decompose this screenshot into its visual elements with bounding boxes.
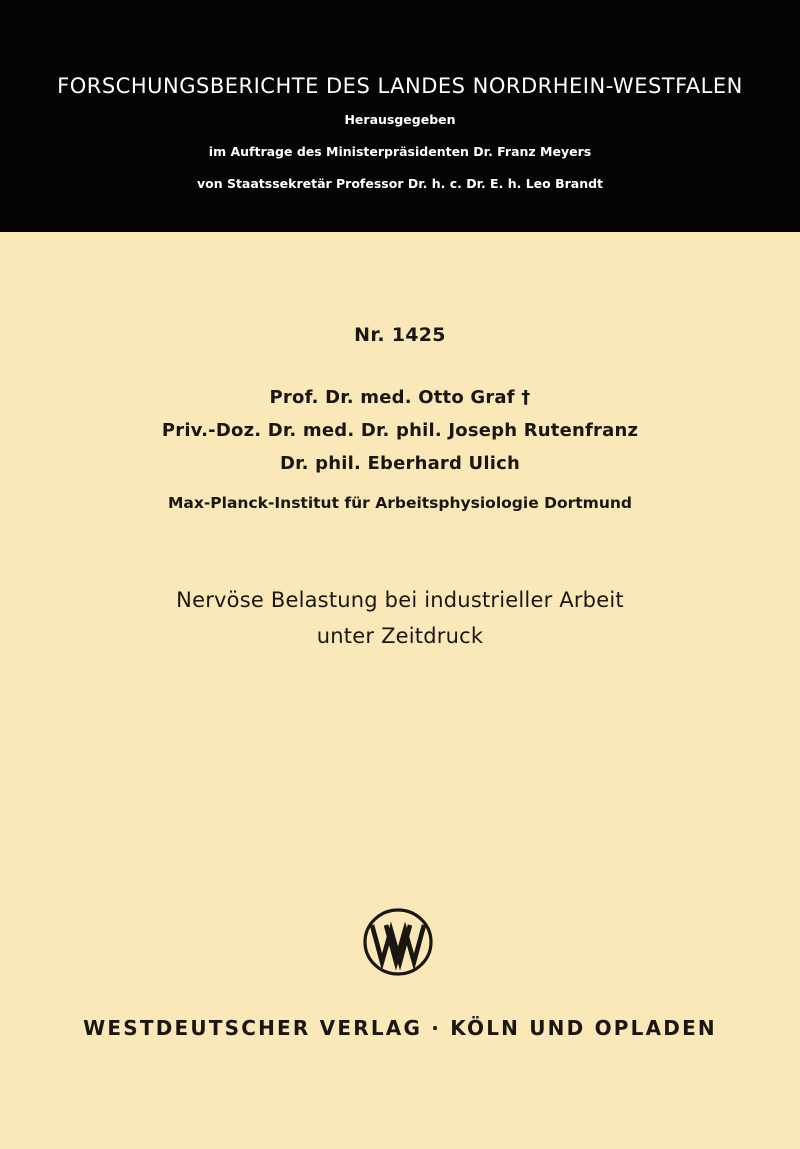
report-number: Nr. 1425 [354,324,446,346]
book-title-line: unter Zeitdruck [316,624,484,648]
cover-body [0,232,800,1149]
commission-line: im Auftrage des Ministerpräsidenten Dr. Franz Meyers [208,144,592,159]
institute-line: Max-Planck-Institut für Arbeitsphysiologie Dortmund [167,494,632,512]
author-line: Dr. phil. Eberhard Ulich [280,453,520,474]
publisher-ww-logo-icon [361,906,435,978]
editor-line: von Staatssekretär Professor Dr. h. c. Dr. E. h. Leo Brandt [196,176,604,191]
series-title: FORSCHUNGSBERICHTE DES LANDES NORDRHEIN-WESTFALEN [57,74,743,98]
series-header-band [0,0,800,232]
author-line: Priv.-Doz. Dr. med. Dr. phil. Joseph Rutenfranz [161,420,639,441]
book-title-line: Nervöse Belastung bei industrieller Arbeit [176,588,624,612]
editor-label: Herausgegeben [344,112,456,127]
publisher-line: WESTDEUTSCHER VERLAG · KÖLN UND OPLADEN [83,1016,717,1040]
author-line: Prof. Dr. med. Otto Graf † [269,387,531,408]
